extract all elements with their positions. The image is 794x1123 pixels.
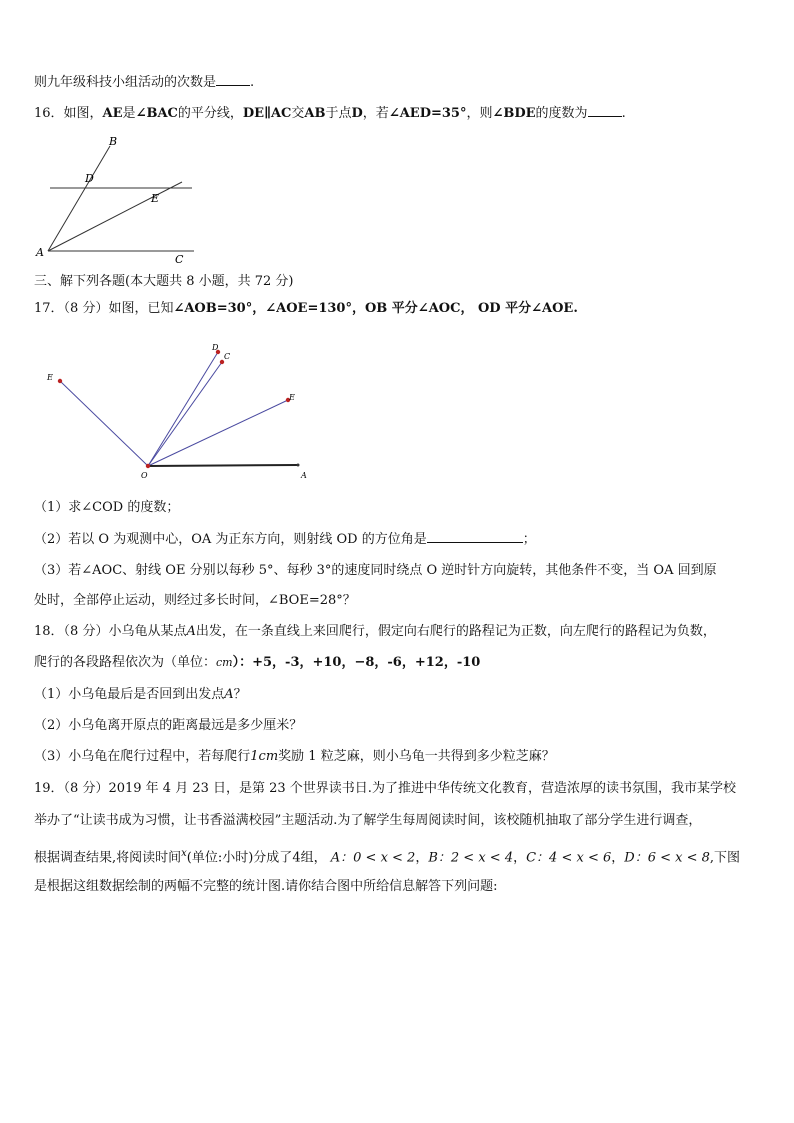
label-a: A	[301, 471, 307, 480]
q18-line2: 爬行的各段路程依次为（单位：cm）：+5，-3，+10，−8，-6，+12，-10	[34, 655, 481, 670]
q18-line1: 18．（8 分）小乌龟从某点A出发，在一条直线上来回爬行，假定向右爬行的路程记为正数，向左爬行的路程记为负数，	[34, 624, 716, 639]
label-e: E	[151, 192, 160, 205]
label-c: C	[175, 253, 184, 265]
label-d: D	[212, 343, 219, 352]
label-e1: E	[47, 373, 53, 382]
q15-tail: 则九年级科技小组活动的次数是 .	[34, 75, 255, 90]
label-b: B	[109, 135, 118, 148]
q17-sub1: （1）求∠COD 的度数；	[34, 500, 180, 515]
ray-oa	[148, 465, 298, 466]
q19-line3: 根据调查结果,将阅读时间$^x$(单位:小时)分成了4组， A：0 < x < 2，B：2 < x < 4，C：4 < x < 6，D：6 < x < 8,下图	[34, 848, 741, 866]
q18-sub2: （2）小乌龟离开原点的距离最远是多少厘米？	[34, 718, 303, 733]
ray-oe-right	[148, 400, 288, 466]
q17-text: 17．（8 分）如图，已知∠AOB=30°，∠AOE=130°，OB 平分∠AOC， OD 平分∠AOE.	[34, 301, 578, 316]
ray-od	[148, 352, 218, 466]
label-a: A	[36, 246, 44, 259]
ray-oe-left	[60, 381, 148, 466]
label-o: O	[141, 471, 148, 480]
answer-blank	[427, 530, 523, 543]
q17-sub3-line2: 处时，全部停止运动，则经过多长时间，∠BOE=28°？	[34, 593, 356, 608]
answer-blank	[588, 104, 622, 117]
q19-line1: 19．（8 分）2019 年 4 月 23 日，是第 23 个世界读书日.为了推进中华传统文化教育，营造浓厚的读书氛围，我市某学校	[34, 781, 736, 796]
q16-figure	[30, 130, 200, 265]
section-title: 三、解下列各题(本大题共 8 小题，共 72 分)	[34, 274, 294, 289]
q17-sub3-line1: （3）若∠AOC、射线 OE 分别以每秒 5°、每秒 3°的速度同时绕点 O 逆时针方向旋转，其他条件不变，当 OA 回到原	[34, 563, 717, 578]
label-c: C	[224, 352, 231, 361]
q19-line2: 举办了“让读书成为习惯，让书香溢满校园”主题活动.为了解学生每周阅读时间，该校随机抽取了部分学生进行调查，	[34, 813, 702, 828]
q18-sub1: （1）小乌龟最后是否回到出发点A？	[34, 687, 247, 702]
q18-sub3: （3）小乌龟在爬行过程中，若每爬行1cm奖励 1 粒芝麻，则小乌龟一共得到多少粒芝麻？	[34, 749, 555, 764]
q17-figure	[40, 340, 320, 485]
answer-blank	[216, 73, 250, 86]
label-d: D	[85, 172, 94, 185]
q19-line4: 是根据这组数据绘制的两幅不完整的统计图.请你结合图中所给信息解答下列问题:	[34, 879, 498, 894]
q17-sub2: （2）若以 O 为观测中心，OA 为正东方向，则射线 OD 的方位角是 ；	[34, 532, 536, 547]
q16-text: 16．如图，AE是∠BAC的平分线，DE∥AC交AB于点D，若∠AED=35°，则∠BDE的度数为 .	[34, 106, 626, 121]
ray-oc	[148, 362, 222, 466]
label-e2: E	[289, 393, 295, 402]
